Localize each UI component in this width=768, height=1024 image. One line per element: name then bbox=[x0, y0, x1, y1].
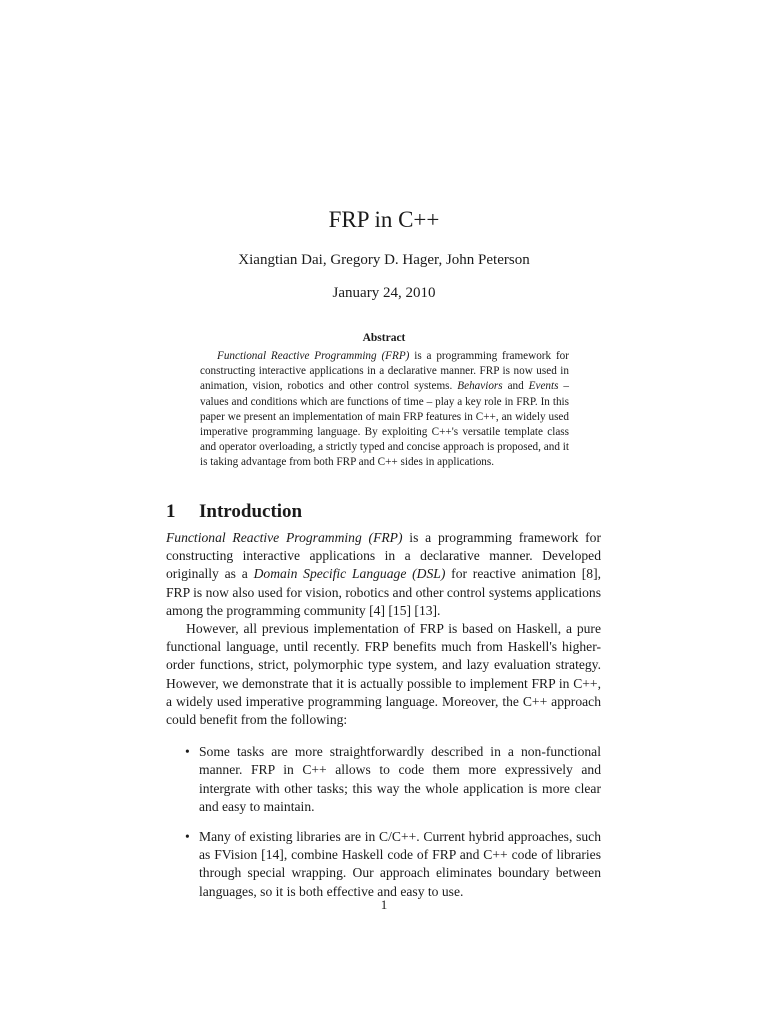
abstract-paragraph bbox=[200, 349, 569, 471]
abstract-heading: Abstract bbox=[362, 332, 406, 344]
page-number: 1 bbox=[380, 897, 388, 912]
intro-emphasis-dsl: Domain Specific Language (DSL) bbox=[253, 566, 446, 582]
abstract-text-1: is a programming framework for constructing interactive applications in a declarative manner. FRP is now used in animation, vision, robotics and other control systems. bbox=[200, 350, 569, 393]
intro-emphasis-frp: Functional Reactive Programming (FRP) bbox=[166, 530, 403, 545]
abstract-text-2: and bbox=[502, 380, 529, 393]
section-title: Introduction bbox=[199, 501, 303, 522]
list-item bbox=[166, 743, 601, 816]
abstract-emphasis-events: Events bbox=[528, 380, 559, 393]
list-item-text: Some tasks are more straightforwardly described in a non-functional manner. FRP in C++ allows to code them more expressively and intergrate with other tasks; this way the whole application is more clear and easy to maintain. bbox=[199, 744, 601, 814]
section-number: 1 bbox=[166, 501, 176, 522]
bullet-icon: • bbox=[185, 744, 190, 760]
intro-paragraph-2: However, all previous implementation of FRP is based on Haskell, a pure functional language, until recently. FRP benefits much from Haskell's higher-order functions, strict, polymorphic type system, and lazy evaluation strategy. However, we demonstrate that it is actually possible to implement FRP in C++, a widely used imperative programming language. Moreover, the C++ approach could benefit from the following: bbox=[166, 621, 601, 728]
abstract-emphasis-behaviors: Behaviors bbox=[457, 380, 503, 393]
benefit-list bbox=[166, 743, 601, 901]
intro-p1-text-1: is a programming framework for constructing interactive applications in a declarative manner. Developed originally as a bbox=[166, 530, 602, 582]
author-list: Xiangtian Dai, Gregory D. Hager, John Peterson bbox=[238, 252, 530, 268]
publication-date: January 24, 2010 bbox=[332, 285, 436, 301]
list-item bbox=[166, 828, 601, 901]
abstract-body bbox=[200, 349, 569, 471]
paper-title: FRP in C++ bbox=[328, 207, 440, 232]
bullet-icon: • bbox=[185, 829, 190, 845]
intro-paragraph-1 bbox=[166, 529, 601, 620]
list-item-text: Many of existing libraries are in C/C++. Current hybrid approaches, such as FVision [14], combine Haskell code of FRP and C++ code of libraries through special wrapping. Our approach eliminates boundary between languages, so it is both effective and easy to use. bbox=[199, 829, 601, 899]
section-heading-introduction bbox=[166, 500, 302, 524]
abstract-emphasis-frp: Functional Reactive Programming (FRP) bbox=[217, 350, 410, 362]
intro-p1-text-2: for reactive animation [8], FRP is now also used for vision, robotics and other control systems applications among the programming community [4] [15] [13]. bbox=[166, 566, 601, 618]
introduction-body bbox=[166, 529, 601, 913]
abstract-text-3: – values and conditions which are functions of time – play a key role in FRP. In this paper we present an implementation of main FRP features in C++, an widely used imperative programming language. By exploiting C++'s versatile template class and operator overloading, a strictly typed and concise approach is proposed, and it is taking advantage from both FRP and C++ sides in applications. bbox=[200, 380, 570, 469]
